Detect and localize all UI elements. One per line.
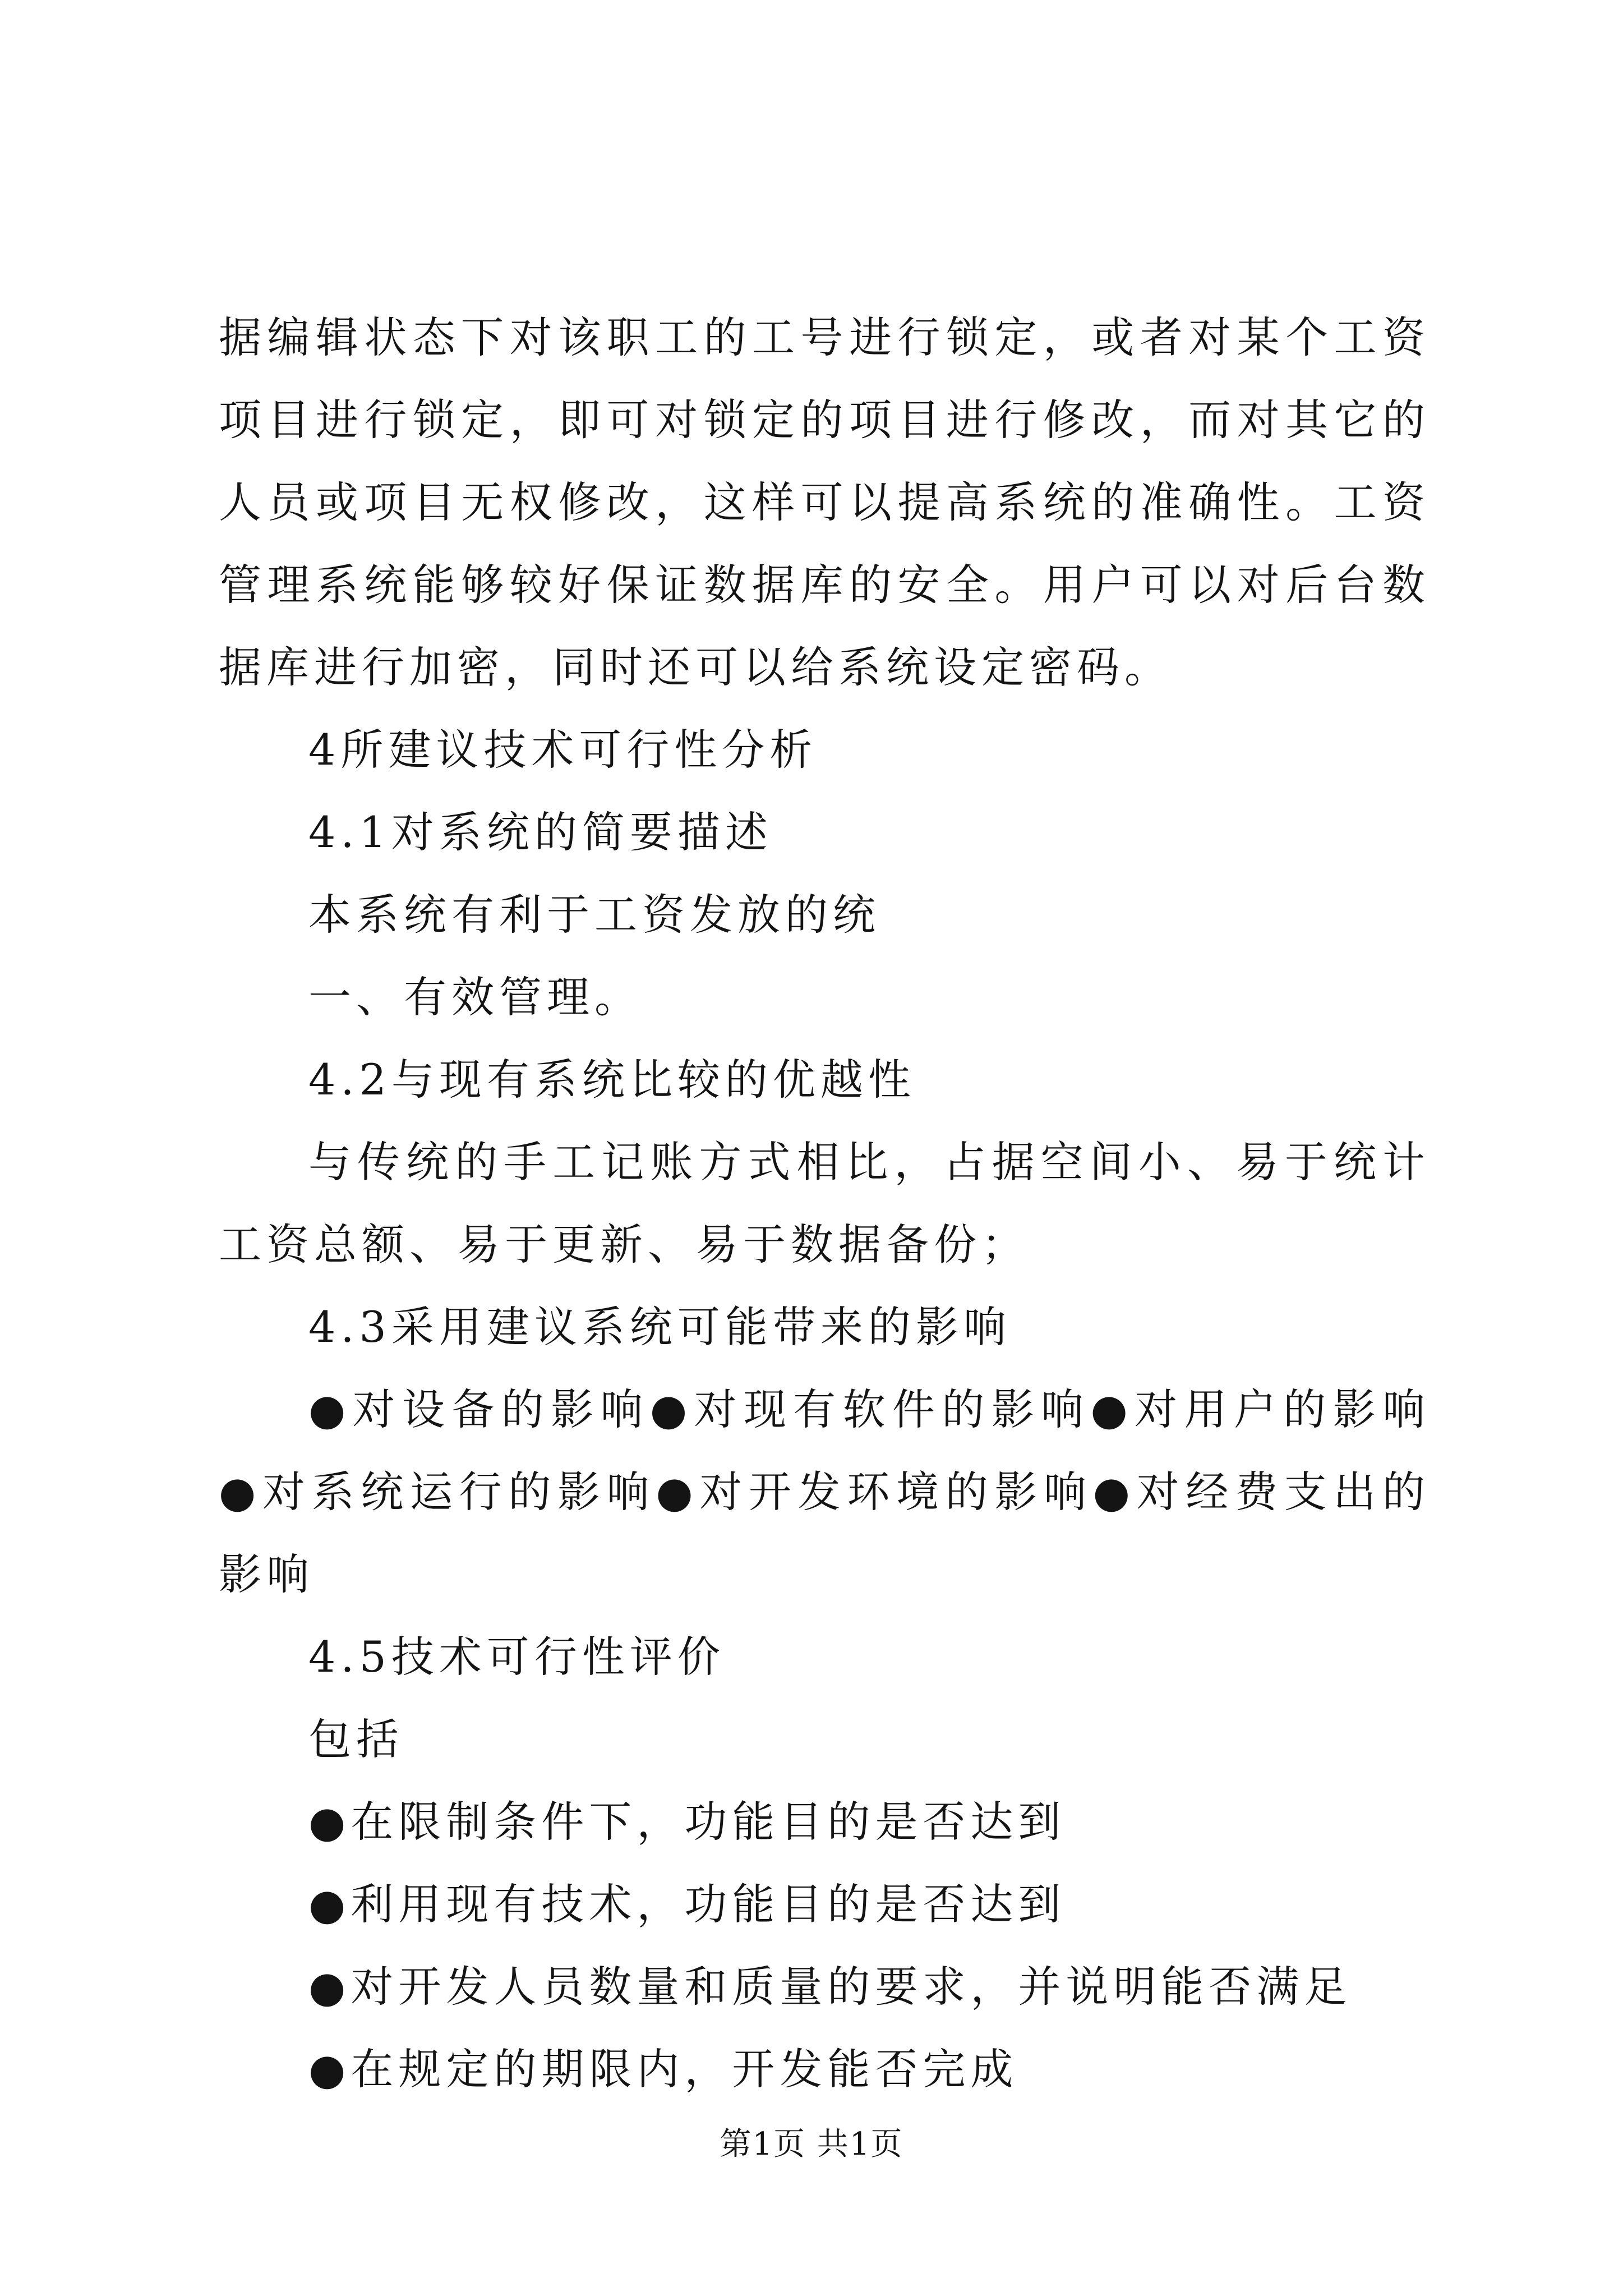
paragraph-system-purpose: 本系统有利于工资发放的统 <box>308 890 880 940</box>
section-heading-4-5: 4.5技术可行性评价 <box>308 1632 725 1682</box>
section-heading-4-1: 4.1对系统的简要描述 <box>308 807 773 857</box>
bullet-item-existing-tech: ●利用现有技术，功能目的是否达到 <box>308 1879 1066 1929</box>
section-heading-4-3: 4.3采用建议系统可能带来的影响 <box>308 1302 1011 1352</box>
section-heading-4: 4所建议技术可行性分析 <box>308 725 818 775</box>
paragraph-effective-management: 一、有效管理。 <box>308 972 642 1022</box>
bullet-item-deadline: ●在规定的期限内，开发能否完成 <box>308 2044 1018 2094</box>
document-body <box>219 296 1430 2110</box>
bullet-item-constraints: ●在限制条件下，功能目的是否达到 <box>308 1797 1066 1847</box>
section-heading-4-2: 4.2与现有系统比较的优越性 <box>308 1055 916 1105</box>
bullet-item-staffing: ●对开发人员数量和质量的要求，并说明能否满足 <box>308 1962 1352 2012</box>
paragraph-continuation: 据编辑状态下对该职工的工号进行锁定，或者对某个工资项目进行锁定，即可对锁定的项目进行修改，而对其它的人员或项目无权修改，这样可以提高系统的准确性。工资管理系统能够较好保证数据库的安全。用户可以对后台数据库进行加密，同时还可以给系统设定密码。 <box>219 312 1430 692</box>
paragraph-impacts-list: ●对设备的影响●对现有软件的影响●对用户的影响●对系统运行的影响●对开发环境的影响●对经费支出的影响 <box>219 1384 1430 1599</box>
paragraph-includes: 包括 <box>308 1714 404 1764</box>
page-number-footer: 第1页 共1页 <box>720 2126 903 2162</box>
paragraph-advantages: 与传统的手工记账方式相比，占据空间小、易于统计工资总额、易于更新、易于数据备份； <box>219 1137 1430 1269</box>
